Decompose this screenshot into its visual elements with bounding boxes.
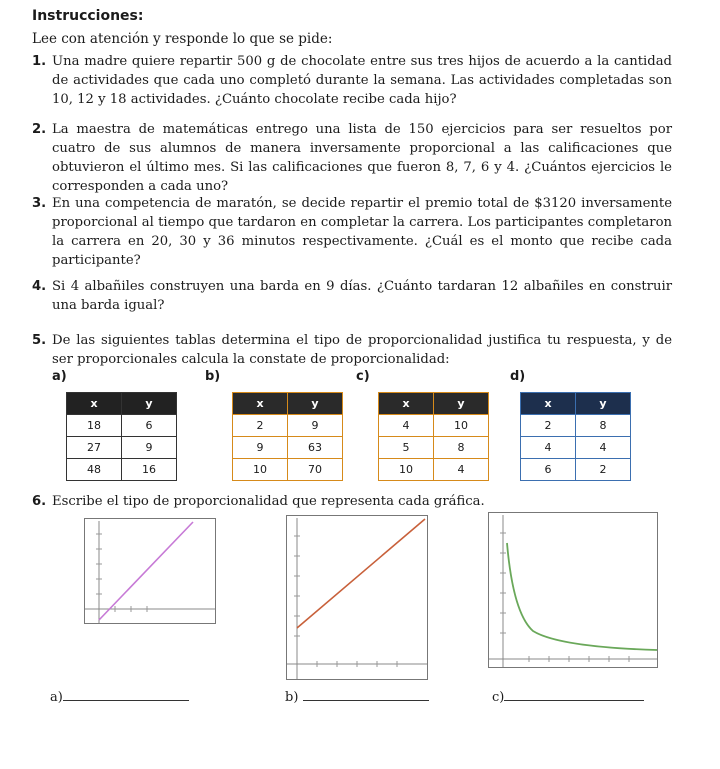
table-cell: 8	[434, 437, 489, 459]
table-cell: 16	[122, 459, 177, 481]
table-cell: 2	[521, 415, 576, 437]
table-cell: 10	[233, 459, 288, 481]
table-cell: 18	[67, 415, 122, 437]
table-cell: 4	[434, 459, 489, 481]
question-6	[32, 492, 672, 511]
question-3	[32, 194, 672, 270]
table-row	[233, 437, 343, 459]
table-cell: 10	[434, 415, 489, 437]
table-cell: 10	[379, 459, 434, 481]
question-text: Una madre quiere repartir 500 g de chocolate entre sus tres hijos de acuerdo a la cantidad de actividades que cada uno completó durante la semana. Las actividades completadas son 10, 12 y 18 actividades. ¿Cuánto chocolate recibe cada hijo?	[52, 54, 672, 107]
table-row	[67, 459, 177, 481]
question-number: 4.	[32, 279, 47, 294]
table-header-x: x	[233, 393, 288, 415]
question-number: 6.	[32, 494, 47, 509]
answer-line[interactable]	[303, 688, 429, 701]
table-a	[66, 392, 177, 481]
instructions-intro: Lee con atención y responde lo que se pide:	[32, 31, 333, 47]
answer-line[interactable]	[504, 688, 644, 701]
graph-b	[286, 515, 428, 680]
table-row	[521, 459, 631, 481]
question-text: De las siguientes tablas determina el tipo de proporcionalidad justifica tu respuesta, y de ser proporcionales calcula la constate de proporcionalidad:	[52, 333, 672, 367]
table-header-y: y	[434, 393, 489, 415]
table-cell: 2	[576, 459, 631, 481]
table-cell: 63	[288, 437, 343, 459]
table-header-y: y	[288, 393, 343, 415]
table-header-x: x	[67, 393, 122, 415]
graph-axis-ticks	[96, 534, 147, 612]
question-text: La maestra de matemáticas entrego una lista de 150 ejercicios para ser resueltos por cuatro de sus alumnos de manera inversamente proporcional a las calificaciones que obtuvieron el último mes. Si las calificaciones que fueron 8, 7, 6 y 4. ¿Cuántos ejercicios le corresponden a cada uno?	[52, 122, 672, 194]
table-c	[378, 392, 489, 481]
table-cell: 2	[233, 415, 288, 437]
question-4	[32, 277, 672, 315]
question-text: En una competencia de maratón, se decide repartir el premio total de $3120 inversamente proporcional al tiempo que tardaron en completar la carrera. Los participantes completaron la carrera en 20, 30 y 36 minutos respectivamente. ¿Cuál es el monto que recibe cada participante?	[52, 196, 672, 268]
table-cell: 9	[122, 437, 177, 459]
graph-a-answer[interactable]	[50, 688, 189, 705]
table-c-label: c)	[356, 369, 370, 384]
table-header-x: x	[521, 393, 576, 415]
graph-a	[84, 518, 216, 624]
table-cell: 9	[233, 437, 288, 459]
table-cell: 6	[122, 415, 177, 437]
table-row	[67, 437, 177, 459]
table-row	[233, 459, 343, 481]
table-row	[521, 437, 631, 459]
graph-line	[99, 522, 193, 620]
table-cell: 9	[288, 415, 343, 437]
table-header-x: x	[379, 393, 434, 415]
question-number: 1.	[32, 54, 47, 69]
table-d-label: d)	[510, 369, 526, 384]
question-number: 3.	[32, 196, 47, 211]
table-cell: 4	[521, 437, 576, 459]
table-row	[67, 415, 177, 437]
table-cell: 4	[576, 437, 631, 459]
table-b-label: b)	[205, 369, 221, 384]
table-a-label: a)	[52, 369, 67, 384]
graph-a-label: a)	[50, 690, 63, 705]
answer-line[interactable]	[63, 688, 189, 701]
graph-b-answer[interactable]	[285, 688, 429, 705]
question-2	[32, 120, 672, 196]
table-cell: 4	[379, 415, 434, 437]
table-header-y: y	[122, 393, 177, 415]
question-text: Si 4 albañiles construyen una barda en 9 días. ¿Cuánto tardaran 12 albañiles en construir una barda igual?	[52, 279, 672, 313]
graph-c	[488, 512, 658, 668]
question-number: 5.	[32, 333, 47, 348]
graph-axis-ticks	[500, 533, 629, 662]
graph-b-label: b)	[285, 690, 299, 705]
table-row	[379, 459, 489, 481]
table-cell: 6	[521, 459, 576, 481]
table-d	[520, 392, 631, 481]
table-cell: 5	[379, 437, 434, 459]
table-cell: 48	[67, 459, 122, 481]
table-row	[521, 415, 631, 437]
table-header-y: y	[576, 393, 631, 415]
table-cell: 8	[576, 415, 631, 437]
table-cell: 27	[67, 437, 122, 459]
question-text: Escribe el tipo de proporcionalidad que representa cada gráfica.	[52, 494, 485, 509]
instructions-title: Instrucciones:	[32, 8, 144, 24]
graph-line	[297, 519, 425, 628]
question-number: 2.	[32, 122, 47, 137]
table-row	[379, 437, 489, 459]
question-5	[32, 331, 672, 369]
table-row	[379, 415, 489, 437]
table-b	[232, 392, 343, 481]
table-row	[233, 415, 343, 437]
question-1	[32, 52, 672, 109]
graph-c-label: c)	[492, 690, 505, 705]
table-cell: 70	[288, 459, 343, 481]
graph-c-answer[interactable]	[492, 688, 644, 705]
graph-curve	[507, 543, 657, 650]
